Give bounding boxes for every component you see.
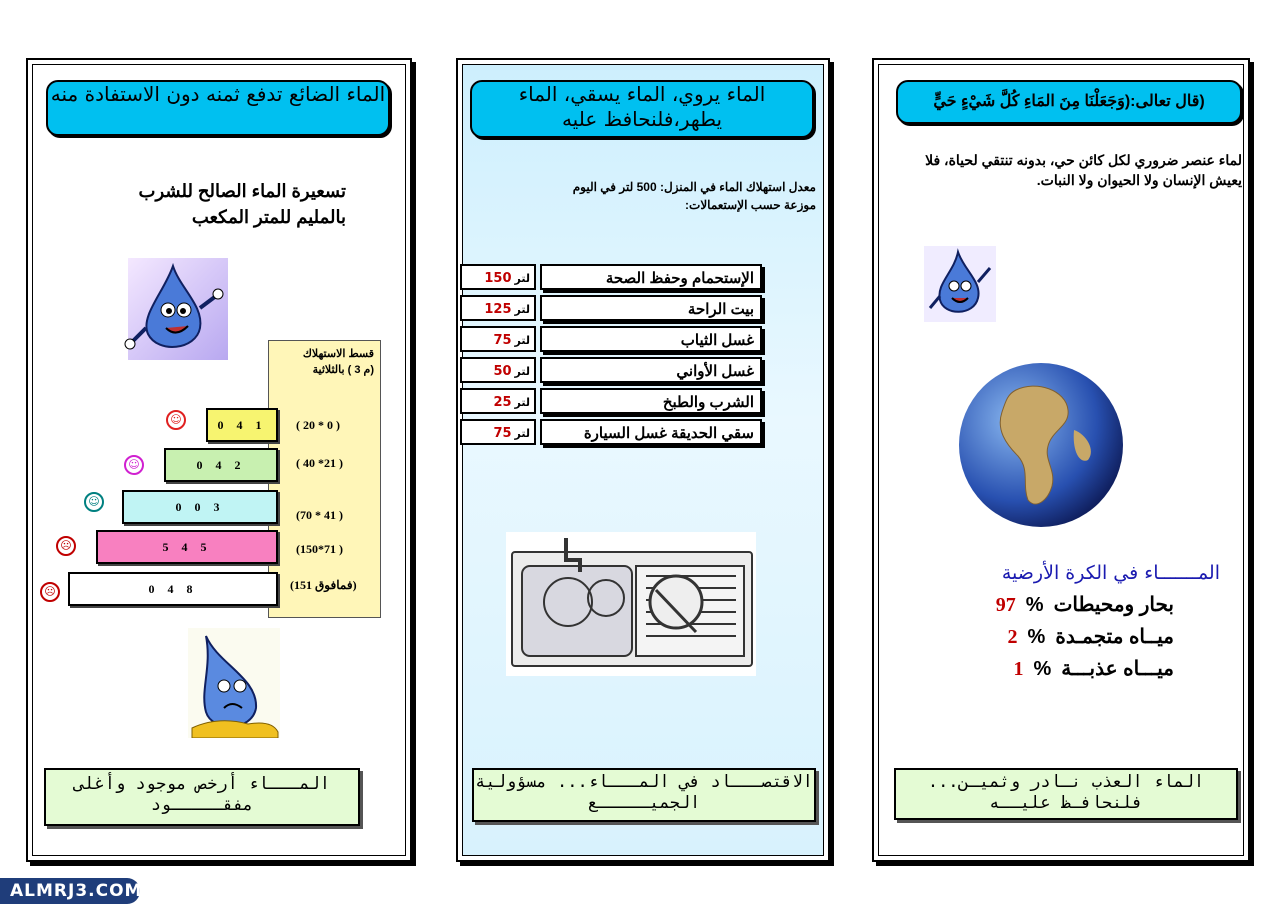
usage-unit: لتر — [514, 303, 530, 316]
quran-verse-text: (قال تعالى:(وَجَعَلْنَا مِنَ المَاءِ كُلَّ شَيْءٍ حَيٍّ — [933, 93, 1205, 110]
usage-row — [460, 295, 762, 323]
tier-bar: 0 4 1 — [206, 408, 278, 442]
consumption-column-header: قسط الاستهلاك (م 3 ) بالثلاثية — [302, 348, 374, 376]
water-stat-label: بحار ومحيطات — [1053, 594, 1174, 616]
percent-sign: % — [1027, 626, 1046, 648]
usage-unit: لتر — [514, 334, 530, 347]
right-footer-text: الماء العذب نـادر وثميـن... فلنحافـظ عليــه — [927, 772, 1205, 813]
right-footer — [894, 768, 1238, 820]
consumption-column — [268, 340, 381, 618]
usage-row — [460, 326, 762, 354]
happy-water-drop-illustration — [118, 258, 228, 360]
usage-row — [460, 388, 762, 416]
water-stat-label: ميـــاه عذبـــة — [1061, 658, 1174, 680]
consumption-intro-line1: معدل استهلاك الماء في المنزل: 500 لتر في اليوم — [572, 180, 816, 194]
tier-range: ( 40 *21 ) — [296, 456, 343, 470]
tier-range: (151 فمافوق) — [290, 578, 357, 592]
usage-unit: لتر — [514, 396, 530, 409]
left-banner-text: الماء الضائع تدفع ثمنه دون الاستفادة منه — [50, 82, 386, 106]
usage-label: غسل الأواني — [540, 357, 762, 383]
usage-row — [460, 357, 762, 385]
usage-unit: لتر — [514, 427, 530, 440]
tier-bar: 5 4 5 — [96, 530, 278, 564]
middle-banner-text: الماء يروي، الماء يسقي، الماء يطهر،فلنحافظ عليه — [518, 82, 766, 131]
usage-label: الإستحمام وحفظ الصحة — [540, 264, 762, 290]
percent-sign: % — [1025, 594, 1044, 616]
usage-unit: لتر — [514, 272, 530, 285]
happy-face-icon: ☺ — [124, 455, 144, 475]
earth-globe-icon — [956, 360, 1126, 530]
usage-amount: 50 — [493, 364, 512, 379]
usage-label: الشرب والطبخ — [540, 388, 762, 414]
water-stat-value: 2 — [1007, 626, 1018, 648]
tier-range: (70 * 41 ) — [296, 508, 343, 522]
usage-unit: لتر — [514, 365, 530, 378]
usage-amount: 150 — [484, 271, 512, 286]
usage-label: غسل الثياب — [540, 326, 762, 352]
sad-face-icon: ☹ — [56, 536, 76, 556]
left-footer — [44, 768, 360, 826]
left-footer-text: المـــاء أرخص موجود وأغلى مفقـــــود — [74, 774, 330, 815]
water-stat-row — [960, 624, 1174, 649]
middle-footer-text: الاقتصـــاد في المـــاء... مسؤولية الجميـــــع — [475, 772, 813, 813]
tier-range: (150*71 ) — [296, 542, 343, 556]
water-stat-label: ميــاه متجمـدة — [1055, 626, 1174, 648]
happy-face-icon: ☺ — [166, 410, 186, 430]
waving-water-drop-illustration — [924, 246, 996, 322]
usage-amount-cell — [460, 326, 536, 352]
usage-amount: 75 — [493, 426, 512, 441]
water-stat-row — [960, 656, 1174, 681]
usage-label: سقي الحديقة غسل السيارة — [540, 419, 762, 445]
site-watermark-logo[interactable] — [0, 878, 143, 904]
pricing-title-line1: تسعيرة الماء الصالح للشرب — [138, 181, 346, 201]
happy-face-icon: ☺ — [84, 492, 104, 512]
usage-row — [460, 419, 762, 447]
usage-amount: 125 — [484, 302, 512, 317]
tier-bar: 0 4 8 — [68, 572, 278, 606]
pricing-title-line2: بالمليم للمتر المكعب — [191, 207, 346, 227]
usage-amount-cell — [460, 295, 536, 321]
water-importance-text: لماء عنصر ضروري لكل كائن حي، بدونه تنتقي لحياة، فلا يعيش الإنسان ولا الحيوان ولا النبات. — [925, 152, 1242, 188]
tier-range: ( 20 * 0 ) — [296, 418, 340, 432]
percent-sign: % — [1033, 658, 1052, 680]
sad-face-icon: ☹ — [40, 582, 60, 602]
usage-amount-cell — [460, 388, 536, 414]
tier-bar: 0 0 3 — [122, 490, 278, 524]
tier-bar: 0 4 2 — [164, 448, 278, 482]
usage-row — [460, 264, 762, 292]
right-banner — [896, 80, 1242, 124]
watermark-text: ALMRJ3.COM — [10, 881, 143, 901]
usage-amount-cell — [460, 264, 536, 290]
usage-amount: 75 — [493, 333, 512, 348]
water-stat-row — [960, 592, 1174, 617]
consumption-intro — [500, 178, 816, 214]
water-stat-value: 1 — [1013, 658, 1024, 680]
middle-footer — [472, 768, 816, 822]
left-banner — [46, 80, 390, 136]
usage-amount-cell — [460, 419, 536, 445]
usage-amount: 25 — [493, 395, 512, 410]
earth-water-heading: المـــــــاء في الكرة الأرضية — [1001, 562, 1220, 584]
middle-banner — [470, 80, 814, 138]
usage-amount-cell — [460, 357, 536, 383]
consumption-intro-line2: موزعة حسب الإستعمالات: — [685, 198, 816, 212]
usage-label: بيت الراحة — [540, 295, 762, 321]
sink-dishes-illustration — [506, 532, 756, 676]
water-stat-value: 97 — [995, 594, 1016, 616]
sad-water-drop-illustration — [188, 628, 280, 738]
pricing-title — [110, 178, 346, 230]
